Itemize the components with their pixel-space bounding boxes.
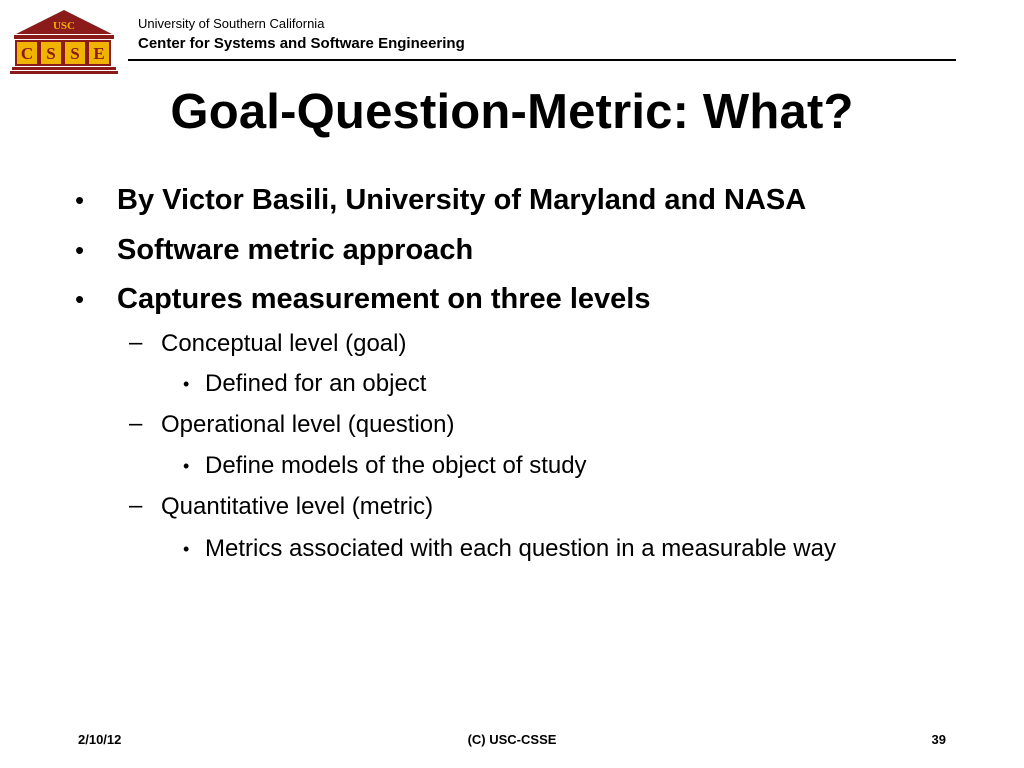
usc-csse-logo — [8, 8, 120, 76]
sub-bullet-item — [129, 410, 455, 440]
bullet-text: Captures measurement on three levels — [117, 283, 651, 315]
sub-sub-bullet-item — [183, 450, 925, 482]
bullet-item — [75, 183, 807, 217]
bullet-item — [75, 233, 474, 267]
footer-date: 2/10/12 — [78, 732, 122, 747]
bullet-text: By Victor Basili, University of Maryland and NASA — [117, 184, 807, 216]
slide-title: Goal-Question-Metric: What? — [170, 85, 854, 139]
bullet-dot: • — [75, 284, 85, 314]
sub-bullet-text: Quantitative level (metric) — [161, 493, 434, 520]
logo-letter: C — [20, 44, 34, 63]
header-org-name: University of Southern California — [138, 16, 325, 31]
sub-sub-bullet-text: Metrics associated with each question in a measurable way — [205, 535, 836, 562]
sub-bullet-text: Conceptual level (goal) — [161, 330, 407, 357]
footer-copyright: (C) USC-CSSE — [467, 732, 557, 747]
sub-sub-bullet-item — [183, 368, 925, 400]
bullet-text: Software metric approach — [117, 234, 474, 266]
dash-marker: – — [129, 410, 143, 437]
header-divider — [128, 59, 956, 61]
bullet-item — [75, 282, 651, 316]
bullet-dot: • — [183, 539, 190, 559]
dash-marker: – — [129, 329, 143, 356]
sub-sub-bullet-text: Define models of the object of study — [205, 452, 587, 479]
dash-marker: – — [129, 492, 143, 519]
sub-bullet-text: Operational level (question) — [161, 411, 455, 438]
bullet-dot: • — [75, 185, 85, 215]
bullet-dot: • — [183, 374, 190, 394]
logo-graphic — [8, 8, 120, 76]
sub-sub-bullet-text: Defined for an object — [205, 370, 427, 397]
sub-sub-bullet-item — [183, 533, 925, 565]
sub-bullet-item — [129, 492, 434, 522]
header-center-name: Center for Systems and Software Engineering — [138, 35, 465, 52]
logo-usc-text: USC — [52, 20, 76, 32]
logo-letter: S — [70, 44, 80, 63]
sub-bullet-item — [129, 329, 407, 359]
bullet-dot: • — [75, 235, 85, 265]
logo-letter: S — [46, 44, 56, 63]
page-number: 39 — [931, 732, 946, 747]
bullet-dot: • — [183, 456, 190, 476]
logo-letter: E — [93, 44, 105, 63]
